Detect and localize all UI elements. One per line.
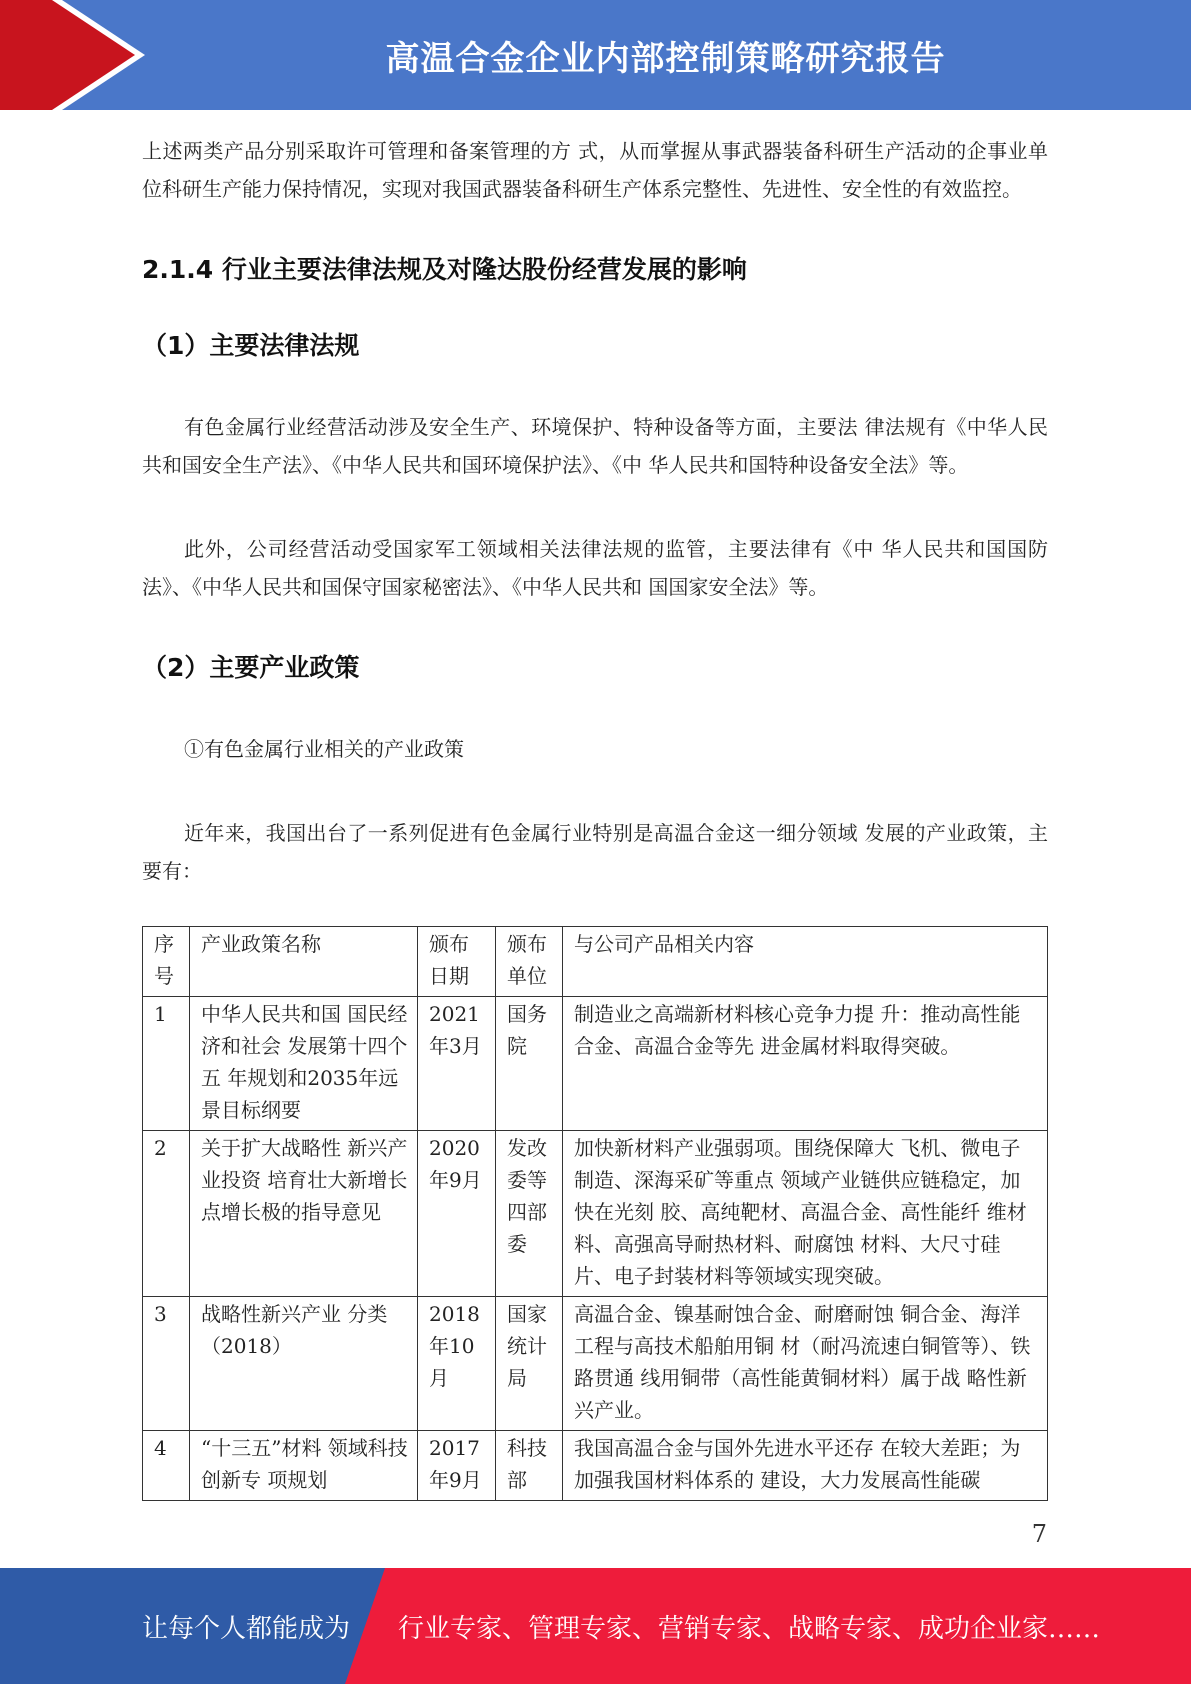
cell-date: 2018年10月 — [418, 1297, 496, 1431]
cell-unit: 国家统计局 — [496, 1297, 563, 1431]
page-content — [142, 132, 1048, 1501]
table-row — [143, 1131, 1048, 1297]
cell-unit: 发改委等四部委 — [496, 1131, 563, 1297]
section-title: 2.1.4 行业主要法律法规及对隆达股份经营发展的影响 — [142, 255, 747, 284]
footer-slogan-right: 行业专家、管理专家、营销专家、战略专家、成功企业家…… — [398, 1613, 1101, 1644]
cell-content: 制造业之高端新材料核心竞争力提 升：推动高性能合金、高温合金等先 进金属材料取得突破。 — [563, 997, 1048, 1131]
header-cell-unit: 颁布单位 — [496, 927, 563, 997]
page-number: 7 — [1031, 1520, 1047, 1548]
table-row — [143, 997, 1048, 1131]
policy-intro-paragraph: 近年来，我国出台了一系列促进有色金属行业特别是高温合金这一细分领域 发展的产业政策，主要有： — [142, 821, 1048, 883]
cell-no: 1 — [143, 997, 190, 1131]
cell-date: 2021年3月 — [418, 997, 496, 1131]
cell-name: “十三五”材料 领域科技创新专 项规划 — [190, 1431, 418, 1501]
cell-no: 3 — [143, 1297, 190, 1431]
laws-paragraph-1: 有色金属行业经营活动涉及安全生产、环境保护、特种设备等方面，主要法 律法规有《中华人民共和国安全生产法》、《中华人民共和国环境保护法》、《中 华人民共和国特种设备安全法》等。 — [142, 415, 1048, 477]
cell-no: 4 — [143, 1431, 190, 1501]
cell-date: 2017年9月 — [418, 1431, 496, 1501]
table-row — [143, 1297, 1048, 1431]
cell-unit: 科技部 — [496, 1431, 563, 1501]
page-footer — [0, 1568, 1191, 1684]
policy-item-heading: ①有色金属行业相关的产业政策 — [184, 737, 464, 761]
cell-content: 高温合金、镍基耐蚀合金、耐磨耐蚀 铜合金、海洋工程与高技术船舶用铜 材（耐冯流速白铜管等）、铁路贯通 线用铜带（高性能黄铜材料）属于战 略性新兴产业。 — [563, 1297, 1048, 1431]
cell-unit: 国务院 — [496, 997, 563, 1131]
policy-table — [142, 926, 1048, 1501]
cell-content: 我国高温合金与国外先进水平还存 在较大差距；为加强我国材料体系的 建设，大力发展高性能碳 — [563, 1431, 1048, 1501]
header-title: 高温合金企业内部控制策略研究报告 — [385, 38, 946, 79]
intro-paragraph: 上述两类产品分别采取许可管理和备案管理的方 式，从而掌握从事武器装备科研生产活动的企事业单位科研生产能力保持情况，实现对我国武器装备科研生产体系完整性、先进性、安全性的有效监控。 — [142, 139, 1048, 201]
table-row — [143, 1431, 1048, 1501]
header-cell-no: 序号 — [143, 927, 190, 997]
table-header-row — [143, 927, 1048, 997]
cell-content: 加快新材料产业强弱项。围绕保障大 飞机、微电子制造、深海采矿等重点 领域产业链供应链稳定，加快在光刻 胶、高纯靶材、高温合金、高性能纤 维材料、高强高导耐热材料、耐腐蚀 材料、大尺寸硅片、电子封装材料等领域实现突破。 — [563, 1131, 1048, 1297]
footer-slogan-left: 让每个人都能成为 — [142, 1613, 351, 1644]
cell-name: 关于扩大战略性 新兴产业投资 培育壮大新增长 点增长极的指导意见 — [190, 1131, 418, 1297]
header-cell-name: 产业政策名称 — [190, 927, 418, 997]
cell-name: 中华人民共和国 国民经济和社会 发展第十四个五 年规划和2035年远景目标纲要 — [190, 997, 418, 1131]
header-cell-date: 颁布日期 — [418, 927, 496, 997]
cell-no: 2 — [143, 1131, 190, 1297]
header-cell-content: 与公司产品相关内容 — [563, 927, 1048, 997]
page-header — [0, 0, 1191, 110]
subsection-title-policies: （2）主要产业政策 — [142, 653, 360, 682]
cell-name: 战略性新兴产业 分类（2018） — [190, 1297, 418, 1431]
header-arrow-decoration — [0, 0, 160, 110]
subsection-title-laws: （1）主要法律法规 — [142, 331, 360, 360]
laws-paragraph-2: 此外，公司经营活动受国家军工领域相关法律法规的监管，主要法律有《中 华人民共和国国防法》、《中华人民共和国保守国家秘密法》、《中华人民共和 国国家安全法》等。 — [142, 537, 1048, 599]
cell-date: 2020年9月 — [418, 1131, 496, 1297]
